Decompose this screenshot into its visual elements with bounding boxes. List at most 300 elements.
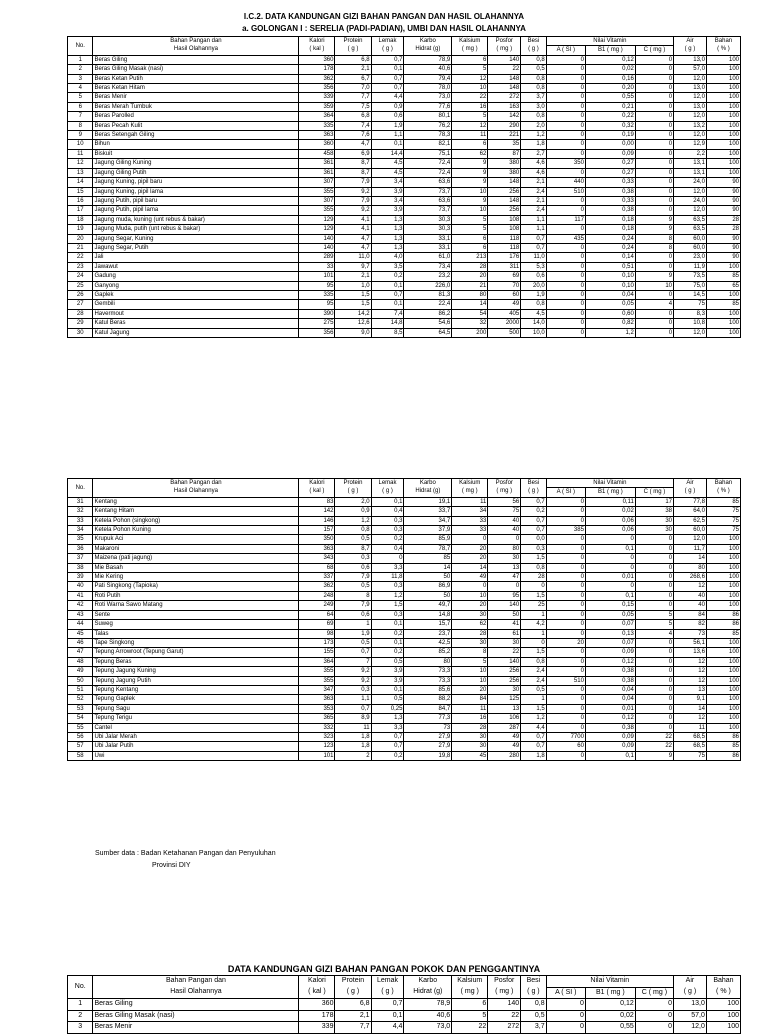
nutrition-table-2: [67, 478, 741, 761]
nutrient-value: 0,10: [585, 272, 635, 281]
nutrient-value: 0: [546, 554, 585, 563]
nutrient-value: 20: [452, 601, 488, 610]
nutrient-value: 4,6: [521, 168, 546, 177]
nutrient-value: 0: [546, 685, 585, 694]
nutrient-value: 7,7: [335, 93, 371, 102]
nutrient-value: 5: [635, 620, 673, 629]
nutrient-value: 86: [706, 751, 740, 760]
food-name: Ubi Jalar Putih: [93, 742, 299, 751]
nutrient-value: 0,1: [371, 685, 404, 694]
nutrient-value: 0,7: [371, 742, 404, 751]
nutrient-value: 6: [452, 999, 488, 1011]
nutrient-value: 363: [299, 695, 335, 704]
nutrient-value: 0,1: [585, 751, 635, 760]
nutrient-value: 100: [706, 74, 740, 83]
food-name: Gadung: [93, 272, 299, 281]
header-bahan: Bahan Pangan dan Hasil Olahannya: [93, 976, 299, 999]
header-bahan: Bahan Pangan dan Hasil Olahannya: [93, 479, 299, 498]
nutrient-value: 13: [488, 704, 521, 713]
food-name: Gembili: [93, 300, 299, 309]
nutrient-value: 61,0: [404, 253, 452, 262]
nutrient-value: 100: [706, 544, 740, 553]
nutrient-value: 10,8: [674, 319, 707, 328]
nutrient-value: 0: [546, 328, 585, 337]
row-number: 2: [68, 1010, 93, 1022]
nutrient-value: 5: [452, 225, 488, 234]
food-name: Roti Warna Sawo Matang: [93, 601, 299, 610]
table-row: [68, 225, 741, 234]
nutrient-value: 0: [546, 714, 585, 723]
nutrient-value: 9: [452, 178, 488, 187]
row-number: 8: [68, 121, 93, 130]
nutrient-value: 221: [488, 131, 521, 140]
nutrient-value: 12: [674, 667, 707, 676]
nutrient-value: 12,0: [674, 131, 707, 140]
food-name: Jagung Segar, Kuning: [93, 234, 299, 243]
nutrient-value: 4,2: [521, 620, 546, 629]
table-row: [68, 591, 741, 600]
nutrient-value: 0,12: [585, 714, 635, 723]
nutrient-value: 95: [299, 281, 335, 290]
header-kalori: Kalori ( kal ): [299, 479, 335, 498]
nutrient-value: 23,2: [404, 272, 452, 281]
nutrient-value: 3,7: [521, 93, 546, 102]
food-name: Havermout: [93, 309, 299, 318]
nutrient-value: 80: [674, 563, 707, 572]
nutrient-value: 13,0: [674, 999, 707, 1011]
nutrient-value: 362: [299, 582, 335, 591]
row-number: 25: [68, 281, 93, 290]
nutrient-value: 9: [452, 168, 488, 177]
nutrient-value: 88,2: [404, 695, 452, 704]
nutrient-value: 353: [299, 704, 335, 713]
header-besi: Besi ( g ): [521, 37, 546, 56]
row-number: 11: [68, 149, 93, 158]
nutrient-value: 0,6: [335, 563, 371, 572]
nutrient-value: 70: [488, 281, 521, 290]
nutrient-value: 76,2: [404, 121, 452, 130]
food-name: Beras Menir: [93, 93, 299, 102]
nutrient-value: 0,04: [585, 695, 635, 704]
nutrient-value: 73,7: [404, 206, 452, 215]
nutrient-value: 355: [299, 187, 335, 196]
nutrient-value: 1,8: [335, 742, 371, 751]
nutrient-value: 3,7: [521, 1022, 546, 1034]
nutrient-value: 4,5: [521, 309, 546, 318]
nutrient-value: 0: [635, 695, 673, 704]
row-number: 42: [68, 601, 93, 610]
nutrient-value: 22: [452, 93, 488, 102]
nutrient-value: 268,6: [674, 573, 707, 582]
nutrient-value: 49: [488, 732, 521, 741]
nutrient-value: 117: [546, 215, 585, 224]
header-protein: Protein ( g ): [335, 976, 371, 999]
nutrient-value: 0,5: [521, 685, 546, 694]
nutrient-value: 0: [635, 84, 673, 93]
nutrient-value: 90: [706, 196, 740, 205]
nutrient-value: 0: [546, 225, 585, 234]
header-besi: Besi ( g ): [521, 976, 546, 999]
nutrient-value: 435: [546, 234, 585, 243]
nutrient-value: 20,0: [521, 281, 546, 290]
nutrient-value: 90: [706, 206, 740, 215]
table-row: [68, 149, 741, 158]
nutrient-value: 1,8: [521, 751, 546, 760]
header-no: No.: [68, 976, 93, 999]
nutrient-value: 0,01: [585, 573, 635, 582]
nutrient-value: 1: [521, 629, 546, 638]
nutrient-value: 90: [706, 243, 740, 252]
nutrient-value: 0,0: [521, 535, 546, 544]
row-number: 53: [68, 704, 93, 713]
nutrient-value: 0: [546, 253, 585, 262]
food-name: Tepung Sagu: [93, 704, 299, 713]
nutrient-value: 0: [546, 319, 585, 328]
table-row: [68, 93, 741, 102]
food-name: Tepung Terigu: [93, 714, 299, 723]
table-row: [68, 112, 741, 121]
nutrient-value: 49: [452, 573, 488, 582]
nutrient-value: 2,4: [521, 206, 546, 215]
nutrient-value: 0: [546, 112, 585, 121]
nutrient-value: 226,0: [404, 281, 452, 290]
nutrient-value: 100: [706, 685, 740, 694]
nutrient-value: 72,4: [404, 159, 452, 168]
row-number: 47: [68, 648, 93, 657]
nutrient-value: 0: [635, 187, 673, 196]
nutrient-value: 20: [452, 554, 488, 563]
nutrient-value: 24,0: [674, 178, 707, 187]
nutrient-value: 9,7: [335, 262, 371, 271]
nutrient-value: 9: [635, 215, 673, 224]
header-vit-a: A ( SI ): [546, 488, 585, 497]
nutrient-value: 0,3: [371, 610, 404, 619]
nutrient-value: 100: [706, 55, 740, 64]
nutrient-value: 30: [452, 742, 488, 751]
nutrient-value: 28: [706, 225, 740, 234]
nutrient-value: 0: [635, 309, 673, 318]
nutrient-value: 16: [452, 714, 488, 723]
nutrient-value: 0: [546, 751, 585, 760]
table-row: [68, 290, 741, 299]
nutrient-value: 85: [706, 742, 740, 751]
nutrient-value: 10: [452, 667, 488, 676]
nutrient-value: 100: [706, 168, 740, 177]
nutrient-value: 123: [299, 742, 335, 751]
nutrient-value: 24,0: [674, 196, 707, 205]
food-name: Ubi Jalar Merah: [93, 732, 299, 741]
nutrient-value: 11,8: [371, 573, 404, 582]
nutrient-value: 73,7: [404, 187, 452, 196]
row-number: 46: [68, 638, 93, 647]
nutrient-value: 4,4: [371, 1022, 404, 1034]
nutrient-value: 14,4: [371, 149, 404, 158]
nutrient-value: 87: [488, 149, 521, 158]
nutrient-value: 78,7: [404, 544, 452, 553]
nutrient-value: 339: [299, 1022, 335, 1034]
nutrient-value: 0,07: [585, 638, 635, 647]
nutrient-value: 3,4: [371, 196, 404, 205]
table-row: [68, 620, 741, 629]
nutrient-value: 0,2: [371, 535, 404, 544]
nutrient-value: 85: [404, 554, 452, 563]
header-vit-c: C ( mg ): [635, 488, 673, 497]
nutrient-value: 84: [452, 695, 488, 704]
nutrient-value: 0: [546, 243, 585, 252]
nutrient-value: 21: [452, 281, 488, 290]
nutrient-value: 85: [706, 497, 740, 506]
row-number: 50: [68, 676, 93, 685]
nutrient-value: 0,05: [585, 300, 635, 309]
row-number: 16: [68, 196, 93, 205]
nutrient-value: 90: [706, 178, 740, 187]
nutrient-value: 9: [452, 159, 488, 168]
nutrient-value: 11: [335, 723, 371, 732]
nutrient-value: 9: [635, 272, 673, 281]
nutrient-value: 0,7: [521, 243, 546, 252]
nutrient-value: 0: [521, 582, 546, 591]
food-name: Gaplek: [93, 290, 299, 299]
nutrient-value: 86,9: [404, 582, 452, 591]
nutrient-value: 0: [546, 563, 585, 572]
nutrient-value: 4,7: [335, 243, 371, 252]
nutrient-value: 14: [404, 563, 452, 572]
nutrient-value: 0,6: [521, 272, 546, 281]
nutrient-value: 0,24: [585, 234, 635, 243]
food-name: Suweg: [93, 620, 299, 629]
nutrient-value: 0: [635, 601, 673, 610]
nutrient-value: 363: [299, 544, 335, 553]
nutrient-value: 0,8: [521, 112, 546, 121]
nutrient-value: 9,2: [335, 667, 371, 676]
nutrient-value: 7,6: [335, 131, 371, 140]
nutrient-value: 0,27: [585, 159, 635, 168]
nutrient-value: 8,5: [371, 328, 404, 337]
food-name: Pati Singkong (Tapioka): [93, 582, 299, 591]
nutrient-value: 62: [452, 620, 488, 629]
nutrient-value: 0: [635, 262, 673, 271]
nutrient-value: 0: [635, 65, 673, 74]
nutrient-value: 0: [546, 1010, 585, 1022]
nutrient-value: 1,2: [521, 131, 546, 140]
nutrient-value: 0,1: [371, 497, 404, 506]
table-row: [68, 714, 741, 723]
table-row: [68, 648, 741, 657]
nutrient-value: 0: [585, 582, 635, 591]
nutrient-value: 56,1: [674, 638, 707, 647]
nutrient-value: 0,33: [585, 178, 635, 187]
nutrient-value: 0: [635, 723, 673, 732]
table-row: [68, 234, 741, 243]
nutrient-value: 1,5: [335, 300, 371, 309]
nutrient-value: 6,7: [335, 74, 371, 83]
nutrient-value: 458: [299, 149, 335, 158]
nutrient-value: 0: [635, 93, 673, 102]
nutrient-value: 100: [706, 591, 740, 600]
row-number: 55: [68, 723, 93, 732]
nutrient-value: 63,5: [674, 225, 707, 234]
nutrient-value: 0: [635, 563, 673, 572]
nutrient-value: 249: [299, 601, 335, 610]
nutrient-value: 0,09: [585, 648, 635, 657]
nutrient-value: 0,12: [585, 55, 635, 64]
nutrient-value: 2,4: [521, 667, 546, 676]
nutrient-value: 142: [299, 507, 335, 516]
nutrient-value: 12,0: [674, 112, 707, 121]
food-name: Tepung Kentang: [93, 685, 299, 694]
nutrient-value: 2,4: [521, 676, 546, 685]
nutrient-value: 0: [546, 196, 585, 205]
nutrient-value: 2,0: [335, 497, 371, 506]
row-number: 6: [68, 102, 93, 111]
nutrient-value: 7,9: [335, 573, 371, 582]
nutrient-value: 1,0: [335, 281, 371, 290]
row-number: 17: [68, 206, 93, 215]
nutrient-value: 10: [635, 281, 673, 290]
food-name: Beras Giling Masak (nasi): [93, 1010, 299, 1022]
food-name: Tepung Beras: [93, 657, 299, 666]
nutrient-value: 95: [488, 591, 521, 600]
nutrient-value: 85: [706, 272, 740, 281]
source-line2: Provinsi DIY: [152, 862, 191, 869]
food-name: Jawawut: [93, 262, 299, 271]
row-number: 34: [68, 526, 93, 535]
food-name: Bihun: [93, 140, 299, 149]
nutrient-value: 3,9: [371, 667, 404, 676]
nutrient-value: 10: [452, 591, 488, 600]
table-row: [68, 121, 741, 130]
nutrient-value: 9,2: [335, 206, 371, 215]
nutrient-value: 1,5: [521, 648, 546, 657]
nutrient-value: 9,2: [335, 187, 371, 196]
food-name: Kentang: [93, 497, 299, 506]
nutrient-value: 11: [452, 131, 488, 140]
nutrient-value: 0,3: [335, 554, 371, 563]
food-name: Krupuk Aci: [93, 535, 299, 544]
row-number: 27: [68, 300, 93, 309]
table-row: [68, 328, 741, 337]
nutrient-value: 0: [635, 196, 673, 205]
nutrient-value: 28: [452, 723, 488, 732]
row-number: 23: [68, 262, 93, 271]
header-karbo: Karbo Hidrat (g): [404, 479, 452, 498]
nutrient-value: 75,1: [404, 149, 452, 158]
row-number: 3: [68, 1022, 93, 1034]
nutrient-value: 23,7: [404, 629, 452, 638]
nutrient-value: 1,5: [335, 290, 371, 299]
header-vit-b1: B1 ( mg ): [585, 46, 635, 55]
nutrient-value: 365: [299, 714, 335, 723]
row-number: 19: [68, 225, 93, 234]
nutrient-value: 0: [546, 84, 585, 93]
nutrient-value: 100: [706, 573, 740, 582]
nutrient-value: 0: [635, 676, 673, 685]
nutrient-value: 6,9: [335, 149, 371, 158]
nutrient-value: 8,9: [335, 714, 371, 723]
table-row: [68, 667, 741, 676]
nutrient-value: 0,18: [585, 225, 635, 234]
nutrient-value: 0: [546, 695, 585, 704]
nutrient-value: 4: [635, 300, 673, 309]
nutrient-value: 0,5: [335, 638, 371, 647]
nutrient-value: 332: [299, 723, 335, 732]
nutrient-value: 307: [299, 196, 335, 205]
nutrient-value: 73,3: [404, 667, 452, 676]
food-name: Beras Merah Tumbuk: [93, 102, 299, 111]
nutrient-value: 0,55: [585, 93, 635, 102]
nutrient-value: 22: [635, 732, 673, 741]
row-number: 13: [68, 168, 93, 177]
row-number: 57: [68, 742, 93, 751]
nutrient-value: 0: [585, 535, 635, 544]
nutrient-value: 2,1: [335, 1010, 371, 1022]
nutrient-value: 2,1: [521, 196, 546, 205]
nutrient-value: 8: [635, 243, 673, 252]
nutrient-value: 12,0: [674, 206, 707, 215]
nutrient-value: 0: [635, 638, 673, 647]
nutrient-value: 7,9: [335, 196, 371, 205]
food-name: Tepung Gaplek: [93, 695, 299, 704]
nutrient-value: 30: [488, 638, 521, 647]
nutrient-value: 3,4: [371, 178, 404, 187]
nutrient-value: 0: [546, 535, 585, 544]
nutrient-value: 100: [706, 704, 740, 713]
nutrient-value: 100: [706, 309, 740, 318]
nutrient-value: 440: [546, 178, 585, 187]
header-karbo: Karbo Hidrat (g): [404, 37, 452, 56]
table-row: [68, 309, 741, 318]
nutrient-value: 82,1: [404, 140, 452, 149]
nutrient-value: 0,32: [585, 121, 635, 130]
nutrient-value: 1,5: [521, 554, 546, 563]
nutrient-value: 0,7: [371, 732, 404, 741]
header-vitamin: Nilai Vitamin: [546, 976, 673, 988]
nutrient-value: 100: [706, 667, 740, 676]
nutrient-value: 361: [299, 159, 335, 168]
food-name: Roti Putih: [93, 591, 299, 600]
nutrient-value: 380: [488, 159, 521, 168]
nutrient-value: 50: [404, 573, 452, 582]
nutrient-value: 33,1: [404, 234, 452, 243]
nutrient-value: 275: [299, 319, 335, 328]
food-name: Mie Basah: [93, 563, 299, 572]
food-name: Jagung Giling Putih: [93, 168, 299, 177]
nutrient-value: 1,3: [371, 243, 404, 252]
nutrient-value: 38: [635, 507, 673, 516]
nutrient-value: 0: [546, 591, 585, 600]
source-line1: Sumber data : Badan Ketahanan Pangan dan Penyuluhan: [95, 850, 276, 857]
nutrient-value: 4,5: [371, 168, 404, 177]
nutrient-value: 0,14: [585, 253, 635, 262]
nutrient-value: 13,2: [674, 121, 707, 130]
food-name: Jagung muda, kuning (unt rebus & bakar): [93, 215, 299, 224]
nutrient-value: 0: [635, 657, 673, 666]
nutrient-value: 360: [299, 55, 335, 64]
nutrient-value: 78,0: [404, 84, 452, 93]
nutrient-value: 100: [706, 648, 740, 657]
nutrient-value: 54,6: [404, 319, 452, 328]
nutrient-value: 0: [635, 1022, 673, 1034]
table-row: [68, 573, 741, 582]
nutrient-value: 0: [452, 535, 488, 544]
nutrient-value: 359: [299, 102, 335, 111]
nutrient-value: 65: [706, 281, 740, 290]
nutrient-value: 0: [635, 582, 673, 591]
nutrient-value: 4,4: [521, 723, 546, 732]
nutrient-value: 90: [706, 187, 740, 196]
nutrient-value: 0: [546, 723, 585, 732]
nutrient-value: 0,06: [585, 526, 635, 535]
